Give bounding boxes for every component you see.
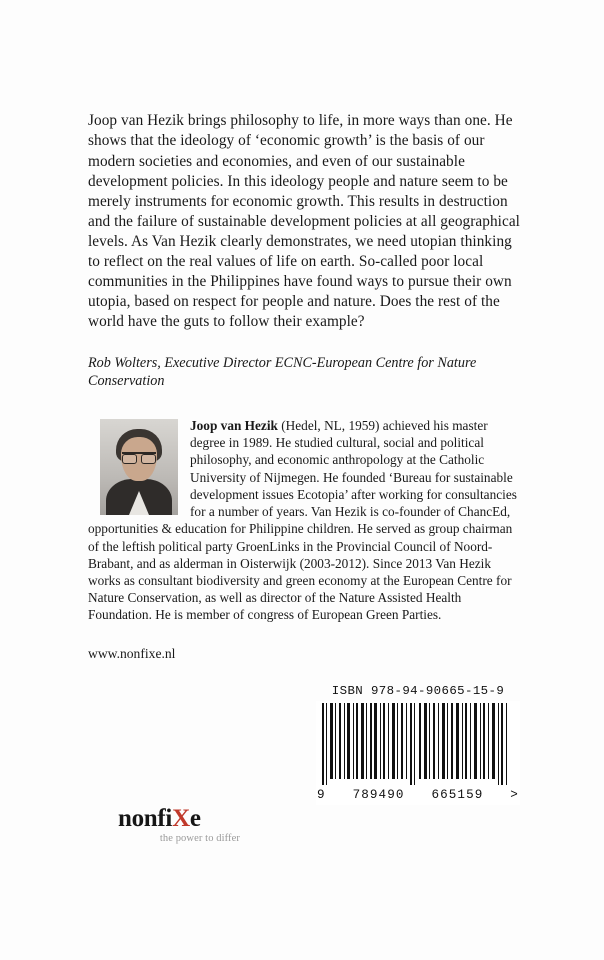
barcode-digit-mid: 789490	[352, 788, 405, 802]
barcode-digit-left: 9	[317, 788, 326, 802]
author-bio	[88, 417, 520, 624]
review-blurb: Joop van Hezik brings philosophy to life, in more ways than one. He shows that the ideology of ‘economic growth’ is the basis of our modern societies and economies, and even of our sustainable development policies. In this ideology people and nature seem to be merely instruments for economic growth. This results in destruction and the failure of sustainable development policies at all geographical levels. As Van Hezik clearly demonstrates, we need utopian thinking to reflect on the real values of life on earth. So-called poor local communities in the Philippines have found ways to pursue their own utopia, based on respect for people and nature. Does the rest of the world have the guts to follow their example?	[88, 112, 520, 331]
publisher-logo	[118, 806, 288, 844]
author-bio-text: (Hedel, NL, 1959) achieved his master degree in 1989. He studied cultural, social and political philosophy, and economic anthropology at the Catholic University of Nijmegen. He founded ‘Bureau for sustainable development issues Ecotopia’ after working for consultancies for a number of years. Van Hezik is co-founder of ChancEd, opportunities & education for Philippine children. He served as group chairman of the leftish political party GroenLinks in the Provincial Council of Noord-Brabant, and as alderman in Oisterwijk (2003-2012). Since 2013 Van Hezik works as consultant biodiversity and green economy at the European Centre for Nature Conservation, as well as director of the Nature Assisted Health Foundation. He is member of congress of European Green Parties.	[88, 417, 517, 623]
barcode-image	[316, 701, 520, 805]
logo-part-1: nonfi	[118, 805, 173, 832]
cover-text-content	[88, 96, 520, 662]
review-attribution: Rob Wolters, Executive Director ECNC-European Centre for Nature Conservation	[88, 354, 477, 390]
publisher-logo-text	[118, 806, 288, 831]
publisher-tagline: the power to differ	[159, 833, 240, 844]
author-name: Joop van Hezik	[190, 417, 278, 433]
barcode-digit-right: 665159	[431, 788, 484, 802]
isbn-label: ISBN 978-94-90665-15-9	[331, 684, 505, 698]
isbn-block	[316, 684, 520, 805]
logo-part-2: e	[189, 805, 201, 832]
publisher-website: www.nonfixe.nl	[88, 645, 176, 661]
author-portrait-image	[100, 419, 178, 515]
cover-footer	[88, 684, 520, 852]
logo-accent-letter: X	[172, 805, 190, 832]
barcode-digit-end: >	[510, 788, 519, 802]
